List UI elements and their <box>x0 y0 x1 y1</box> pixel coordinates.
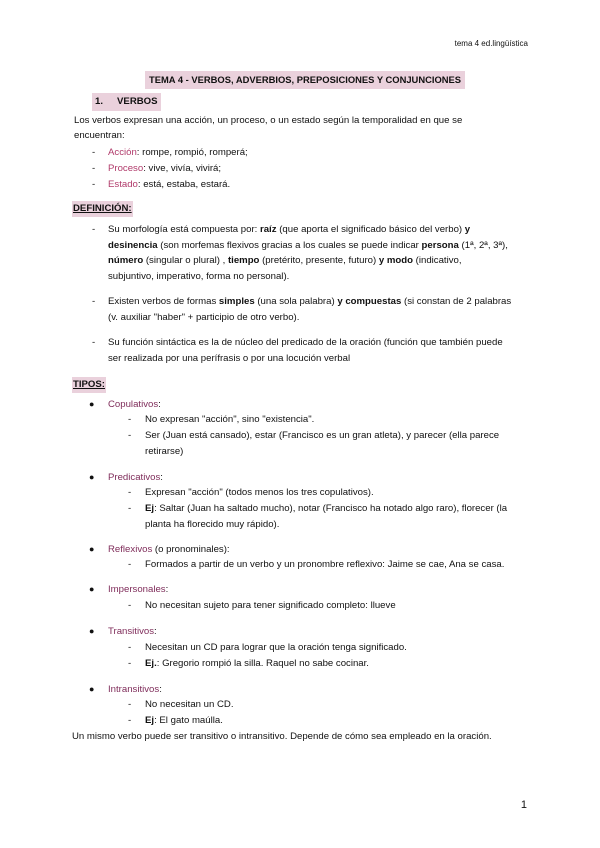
section-number: 1. <box>95 96 104 107</box>
dash-marker: - <box>128 600 132 611</box>
kind-label: Estado <box>108 179 138 190</box>
bullet-marker: ● <box>89 544 95 554</box>
list-item <box>145 713 525 729</box>
list-item <box>145 428 525 459</box>
section-heading-verbos <box>92 93 161 111</box>
kind-label: Acción <box>108 147 137 158</box>
bullet-marker: ● <box>89 584 95 594</box>
text: desinencia <box>108 239 158 251</box>
line: ser realizada por una perífrasis o por una locución verbal <box>108 352 351 364</box>
dash-marker: - <box>92 147 96 158</box>
list-item <box>108 177 528 193</box>
type-title <box>108 542 230 558</box>
type-title <box>108 682 162 698</box>
text: : <box>160 472 163 483</box>
kind-label: Proceso <box>108 163 144 174</box>
text: Reflexivos <box>108 544 153 555</box>
text: (1ª, 2ª, 3ª), <box>458 239 508 251</box>
closing-paragraph: Un mismo verbo puede ser transitivo o intransitivo. Depende de cómo sea empleado en la oración. <box>72 731 492 742</box>
list-item: No expresan "acción", sino "existencia". <box>145 414 315 425</box>
dash-marker: - <box>128 658 132 669</box>
type-title <box>108 582 168 598</box>
text: simples <box>218 296 255 307</box>
line <box>108 238 528 254</box>
text: : Saltar (Juan ha saltado mucho), notar (Francisco ha notado algo raro), florecer (la <box>154 503 508 514</box>
dash-marker: - <box>92 337 96 348</box>
dash-marker: - <box>128 642 132 653</box>
line <box>108 310 528 326</box>
type-title <box>108 397 161 413</box>
dash-marker: - <box>128 487 132 498</box>
line: Su función sintáctica es la de núcleo del predicado de la oración (función que también puede <box>108 337 503 348</box>
list-item: Necesitan un CD para lograr que la oración tenga significado. <box>145 642 407 653</box>
text: : <box>165 584 169 595</box>
text: y modo <box>378 255 413 266</box>
text: tiempo <box>227 255 260 266</box>
kind-text: : rompe, rompió, romperá; <box>136 147 248 158</box>
line <box>108 294 528 310</box>
section-label: VERBOS <box>117 96 158 107</box>
definition-item-morfologia <box>108 222 528 284</box>
dash-marker: - <box>92 296 96 307</box>
text: Intransitivos <box>108 684 160 695</box>
bullet-marker: ● <box>89 472 95 482</box>
text: (indicativo, <box>413 255 462 266</box>
definition-item-funcion <box>108 335 528 366</box>
text: Predicativos <box>108 472 161 483</box>
text: (son morfemas flexivos gracias a los cuales se puede indicar <box>157 239 422 251</box>
bullet-marker: ● <box>89 684 95 694</box>
dash-marker: - <box>128 503 132 514</box>
dash-marker: - <box>128 699 132 710</box>
definition-item-formas <box>108 294 528 325</box>
list-item <box>108 161 528 177</box>
text: Ej. <box>145 658 157 669</box>
text: (o pronominales): <box>152 544 230 555</box>
dash-marker: - <box>92 224 96 235</box>
line: retirarse) <box>145 445 184 457</box>
list-item <box>145 656 525 672</box>
definicion-heading: DEFINICIÓN: <box>72 201 133 217</box>
dash-marker: - <box>128 715 132 726</box>
list-item: Expresan "acción" (todos menos los tres copulativos). <box>145 487 374 498</box>
line <box>145 501 525 517</box>
text: (singular o plural) , <box>143 255 228 266</box>
dash-marker: - <box>92 179 96 190</box>
tipos-heading: TIPOS: <box>72 377 106 393</box>
page-number: 1 <box>520 799 527 811</box>
header-tag: tema 4 ed.lingüística <box>454 39 528 48</box>
text: y compuestas <box>337 296 402 307</box>
list-item: No necesitan sujeto para tener significado completo: llueve <box>145 600 396 611</box>
text: número <box>108 255 144 266</box>
text: : <box>154 626 157 637</box>
type-title <box>108 470 163 486</box>
text: persona <box>421 239 459 251</box>
page-title: TEMA 4 - VERBOS, ADVERBIOS, PREPOSICIONES Y CONJUNCIONES <box>145 71 465 89</box>
text: : <box>159 684 162 695</box>
text: y <box>464 224 471 235</box>
line <box>108 222 528 238</box>
text: Ej <box>145 715 155 726</box>
text: Ej <box>145 503 155 514</box>
text: (una sola palabra) <box>254 296 338 307</box>
dash-marker: - <box>92 163 96 174</box>
bullet-marker: ● <box>89 626 95 636</box>
list-item <box>108 145 528 161</box>
text: : <box>158 399 161 410</box>
dash-marker: - <box>128 414 132 425</box>
text: Impersonales <box>108 584 166 595</box>
intro-line-2: encuentran: <box>74 130 125 141</box>
list-item: No necesitan un CD. <box>145 699 234 710</box>
text: Transitivos <box>108 626 155 637</box>
intro-line-1: Los verbos expresan una acción, un proceso, o un estado según la temporalidad en que se <box>74 115 463 126</box>
text: : El gato maúlla. <box>154 715 223 726</box>
kind-text: : está, estaba, estará. <box>137 179 231 190</box>
list-item: Formados a partir de un verbo y un pronombre reflexivo: Jaime se cae, Ana se casa. <box>145 559 505 570</box>
text: (si constan de 2 palabras <box>401 296 512 307</box>
text: (pretérito, presente, futuro) <box>259 255 379 266</box>
text: : Gregorio rompió la silla. Raquel no sabe cocinar. <box>156 658 369 669</box>
text: Existen verbos de formas <box>108 296 219 307</box>
bullet-marker: ● <box>89 399 95 409</box>
text: (v. auxiliar "haber" + participio de otro verbo). <box>108 311 300 323</box>
text: subjuntivo, imperativo, forma no personal). <box>108 270 290 282</box>
dash-marker: - <box>128 559 132 570</box>
list-item <box>145 501 525 532</box>
text: (que aporta el significado básico del verbo) <box>276 224 465 235</box>
kind-text: : vive, vivía, vivirá; <box>143 163 222 174</box>
type-title <box>108 624 157 640</box>
dash-marker: - <box>128 430 132 441</box>
line: Ser (Juan está cansado), estar (Francisco es un gran atleta), y parecer (ella parece <box>145 430 500 441</box>
text: raíz <box>259 224 277 235</box>
text: Copulativos <box>108 399 159 410</box>
text: Su morfología está compuesta por: <box>108 224 260 235</box>
line <box>108 269 528 285</box>
line: planta ha florecido muy rápido). <box>145 518 280 530</box>
line <box>108 253 528 269</box>
